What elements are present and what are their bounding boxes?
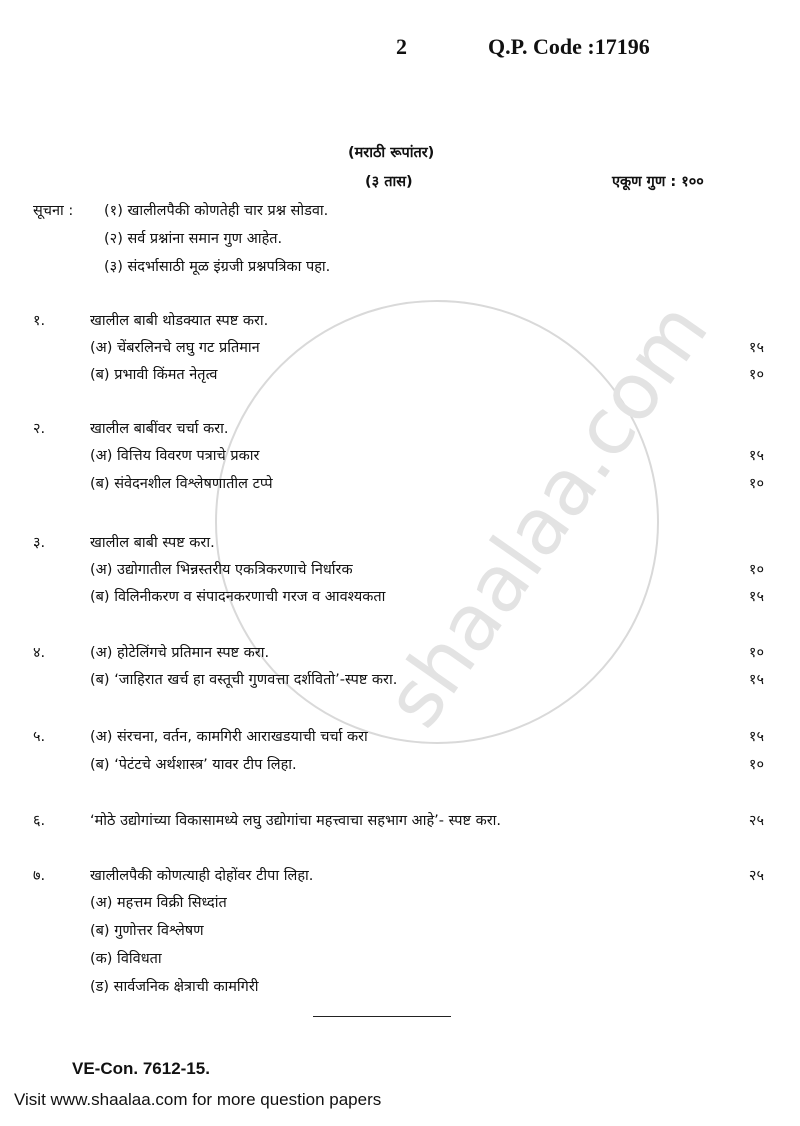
marks: १५ xyxy=(748,340,764,356)
question-text: ‘मोठे उद्योगांच्या विकासामध्ये लघु उद्योगांचा महत्त्वाचा सहभाग आहे’- स्पष्ट करा. xyxy=(90,813,502,829)
marks: १० xyxy=(748,645,764,661)
marks: १५ xyxy=(748,672,764,688)
end-rule xyxy=(313,1016,451,1017)
sub-question: (अ) महत्तम विक्री सिध्दांत xyxy=(90,895,227,911)
question-number: ४. xyxy=(33,645,46,661)
question-number: १. xyxy=(33,313,46,329)
sub-question: (ब) ‘पेटंटचे अर्थशास्त्र’ यावर टीप लिहा. xyxy=(90,757,297,773)
sub-question: (अ) चेंबरलिनचे लघु गट प्रतिमान xyxy=(90,340,260,356)
marks: २५ xyxy=(748,868,764,884)
marks: १५ xyxy=(748,589,764,605)
watermark-text: shaalaa.com xyxy=(368,286,726,744)
duration: (३ तास) xyxy=(365,174,413,190)
marks: १५ xyxy=(748,729,764,745)
footer-code: VE-Con. 7612-15. xyxy=(72,1059,210,1078)
sub-question: (क) विविधता xyxy=(90,951,162,967)
marks: १० xyxy=(748,562,764,578)
instruction-1: (१) खालीलपैकी कोणतेही चार प्रश्न सोडवा. xyxy=(104,203,329,219)
question-text: खालील बाबी थोडक्यात स्पष्ट करा. xyxy=(90,313,269,329)
instruction-3: (३) संदर्भासाठी मूळ इंग्रजी प्रश्नपत्रिका पहा. xyxy=(104,259,331,275)
sub-question: (ब) विलिनीकरण व संपादनकरणाची गरज व आवश्यकता xyxy=(90,589,386,605)
question-text: (अ) होटेलिंगचे प्रतिमान स्पष्ट करा. xyxy=(90,645,270,661)
instructions-label: सूचना : xyxy=(33,203,74,219)
marks: १५ xyxy=(748,448,764,464)
paper-title: (मराठी रूपांतर) xyxy=(348,145,435,161)
question-number: ७. xyxy=(33,868,46,884)
instruction-2: (२) सर्व प्रश्नांना समान गुण आहेत. xyxy=(104,231,283,247)
page-number: 2 xyxy=(396,34,407,59)
question-text: खालीलपैकी कोणत्याही दोहोंवर टीपा लिहा. xyxy=(90,868,314,884)
marks: १० xyxy=(748,757,764,773)
marks: १० xyxy=(748,476,764,492)
total-marks: एकूण गुण : १०० xyxy=(612,174,704,190)
sub-question: (अ) उद्योगातील भिन्नस्तरीय एकत्रिकरणाचे निर्धारक xyxy=(90,562,353,578)
sub-question: (अ) वित्तिय विवरण पत्राचे प्रकार xyxy=(90,448,260,464)
sub-question: (ब) संवेदनशील विश्लेषणातील टप्पे xyxy=(90,476,273,492)
question-text: खालील बाबी स्पष्ट करा. xyxy=(90,535,215,551)
question-text: खालील बाबींवर चर्चा करा. xyxy=(90,421,229,437)
sub-question: (ब) ‘जाहिरात खर्च हा वस्तूची गुणवत्ता दर्शवितो’-स्पष्ट करा. xyxy=(90,672,398,688)
footer-visit-link[interactable]: Visit www.shaalaa.com for more question papers xyxy=(14,1090,382,1109)
sub-question: (ड) सार्वजनिक क्षेत्राची कामगिरी xyxy=(90,979,259,995)
question-number: ३. xyxy=(33,535,46,551)
question-number: ५. xyxy=(33,729,46,745)
question-text: (अ) संरचना, वर्तन, कामगिरी आराखडयाची चर्चा करा xyxy=(90,729,368,745)
sub-question: (ब) प्रभावी किंमत नेतृत्व xyxy=(90,367,218,383)
question-number: ६. xyxy=(33,813,46,829)
question-number: २. xyxy=(33,421,46,437)
marks: २५ xyxy=(748,813,764,829)
sub-question: (ब) गुणोत्तर विश्लेषण xyxy=(90,923,204,939)
qp-code: Q.P. Code :17196 xyxy=(488,34,650,59)
marks: १० xyxy=(748,367,764,383)
